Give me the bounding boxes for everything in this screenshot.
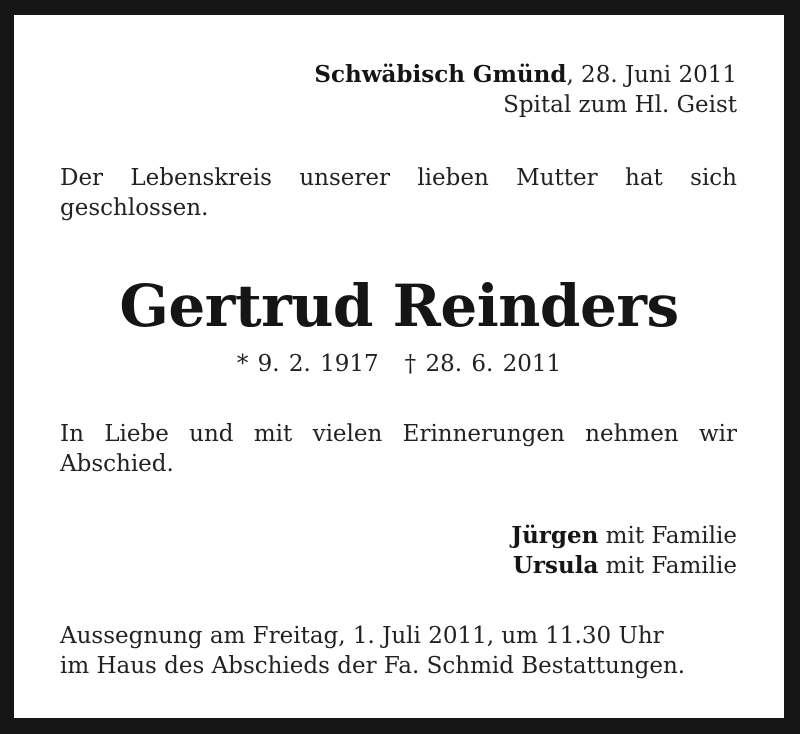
notice-date: , 28. Juni 2011 [566,62,737,88]
farewell-paragraph [60,419,737,479]
life-dates [14,349,784,379]
mourner-suffix: mit Familie [598,553,737,579]
mourner-name: Ursula [512,552,599,579]
service-line-2: im Haus des Abschieds der Fa. Schmid Bestattungen. [60,653,686,679]
intro-word: Lebenskreis [130,165,272,191]
intro-word: sich [690,165,737,191]
intro-word: Mutter [516,165,598,191]
place-date-block [14,60,737,120]
mourners-block [14,521,737,581]
intro-word: lieben [417,165,489,191]
place-date-line [14,60,737,90]
intro-word: hat [625,165,663,191]
mourner-line [14,551,737,581]
farewell-word: nehmen [585,421,679,447]
intro-word: Der [60,165,104,191]
farewell-word: Erinnerungen [402,421,565,447]
farewell-line-2: Abschied. [60,451,174,477]
intro-line-2: geschlossen. [60,195,209,221]
deceased-name: Gertrud Reinders [119,272,679,340]
mourner-line [14,521,737,551]
birth-date: * 9. 2. 1917 [236,351,379,377]
location-line: Spital zum Hl. Geist [503,92,737,118]
farewell-word: In [60,421,84,447]
farewell-word: wir [698,421,737,447]
farewell-word: vielen [312,421,383,447]
intro-word: unserer [299,165,390,191]
farewell-word: und [189,421,234,447]
mourner-name: Jürgen [511,522,599,549]
death-date: † 28. 6. 2011 [404,351,562,377]
intro-paragraph [60,163,737,223]
service-details [60,621,760,681]
farewell-word: Liebe [104,421,169,447]
service-line-1: Aussegnung am Freitag, 1. Juli 2011, um 11.30 Uhr [60,623,664,649]
mourner-suffix: mit Familie [598,523,737,549]
intro-line-1 [60,163,737,193]
farewell-line-1 [60,419,737,449]
city-name: Schwäbisch Gmünd [314,61,567,88]
farewell-word: mit [253,421,293,447]
